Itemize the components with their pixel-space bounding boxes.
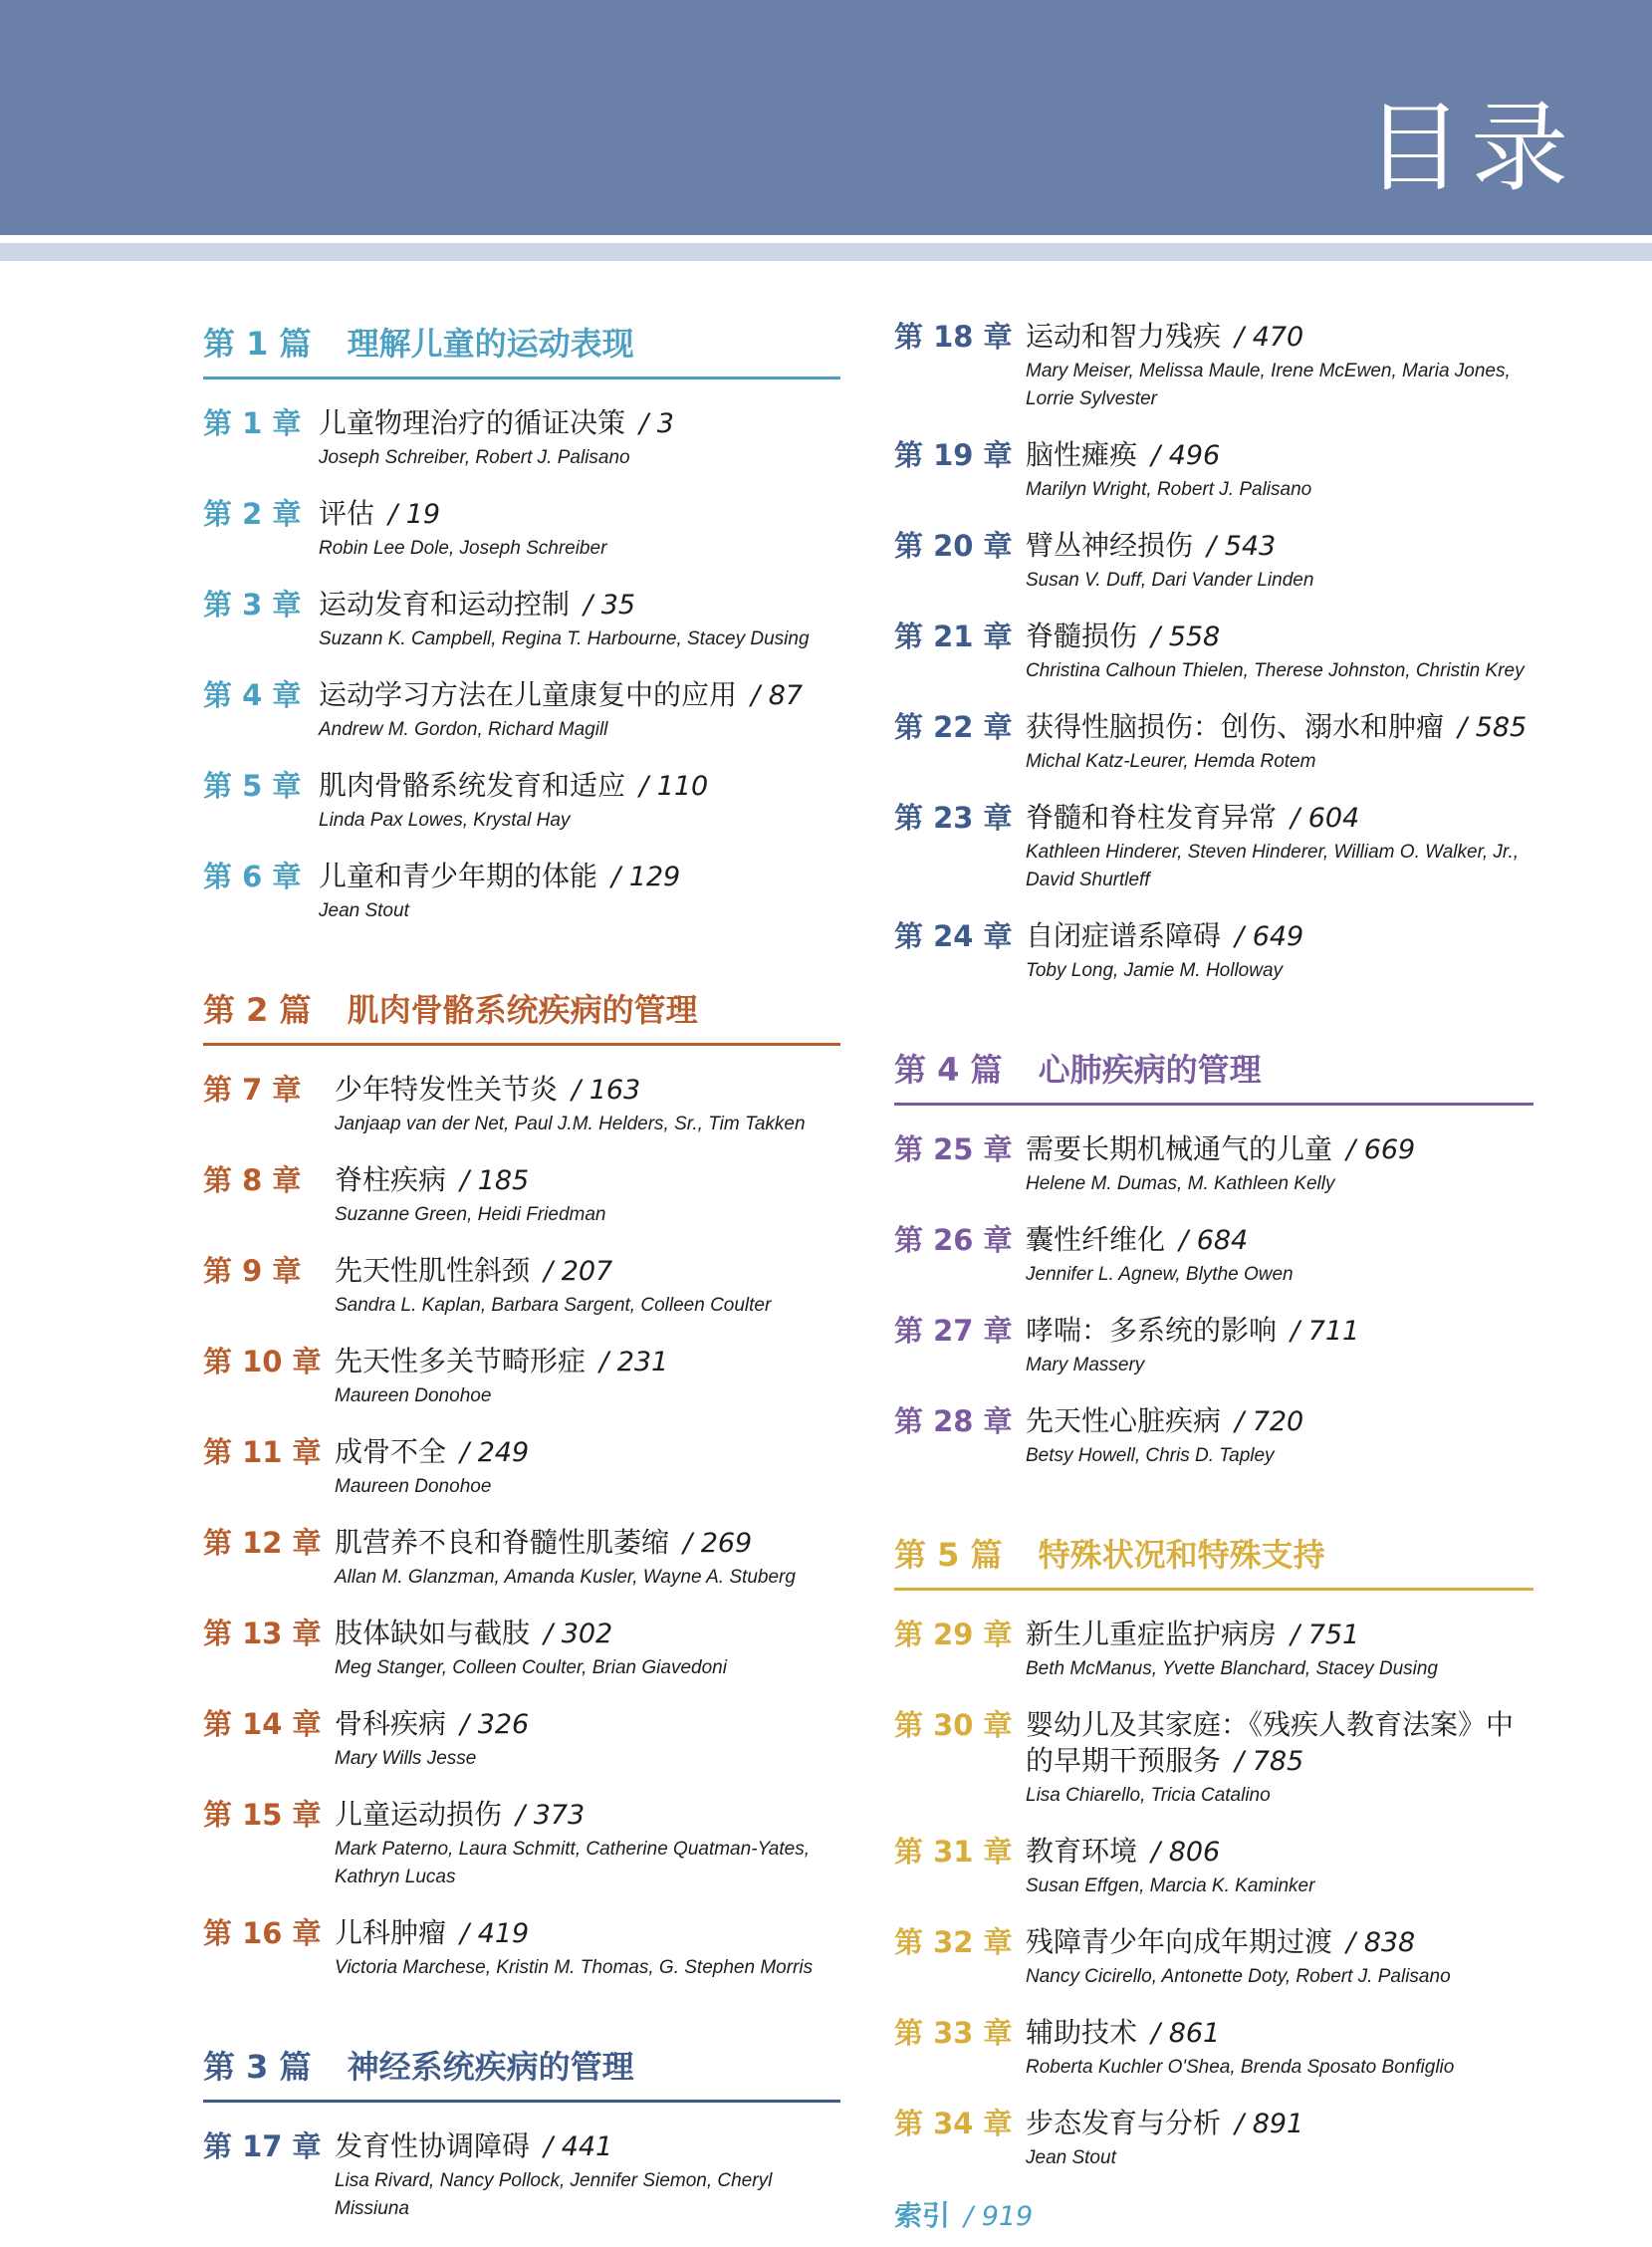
chapter-title-line	[335, 1253, 840, 1290]
chapter-page-number: / 720	[1235, 1406, 1304, 1437]
part-5	[894, 1530, 1534, 2172]
chapter-body	[335, 1434, 840, 1501]
chapter-body	[335, 2128, 840, 2223]
chapter-body	[319, 587, 840, 653]
part-4	[894, 1045, 1534, 1470]
header-stripe	[0, 243, 1652, 261]
chapter-title-line	[335, 1915, 840, 1952]
part-heading	[203, 2042, 840, 2103]
chapter-title-line	[1026, 1222, 1534, 1259]
chapter-page-number: / 302	[544, 1619, 613, 1649]
chapter-title: 少年特发性关节炎	[335, 1073, 559, 1106]
chapter-entry[interactable]	[894, 437, 1534, 504]
chapter-number: 第 25 章	[894, 1132, 1013, 1166]
chapter-authors: Lisa Rivard, Nancy Pollock, Jennifer Siemon, Cheryl Missiuna	[335, 2170, 773, 2219]
part-title: 理解儿童的运动表现	[347, 325, 634, 363]
chapter-number: 第 26 章	[894, 1223, 1013, 1257]
chapter-authors: Joseph Schreiber, Robert J. Palisano	[319, 447, 630, 468]
chapter-authors: Jean Stout	[1026, 2147, 1116, 2168]
chapter-number: 第 28 章	[894, 1404, 1013, 1438]
chapter-page-number: / 19	[388, 499, 441, 530]
chapter-title: 骨科疾病	[335, 1707, 447, 1740]
chapter-number: 第 23 章	[894, 801, 1013, 835]
chapter-page-number: / 419	[460, 1918, 530, 1949]
part-label: 第 5 篇	[894, 1536, 1003, 1574]
chapter-entry[interactable]	[203, 1616, 840, 1682]
chapter-entry[interactable]	[894, 528, 1534, 595]
chapter-entry[interactable]	[894, 1924, 1534, 1991]
chapter-body	[1026, 319, 1534, 413]
chapter-authors: Toby Long, Jamie M. Holloway	[1026, 960, 1284, 981]
chapter-body	[319, 405, 840, 472]
chapter-authors: Linda Pax Lowes, Krystal Hay	[319, 810, 571, 831]
header-band	[0, 0, 1652, 235]
chapter-number: 第 8 章	[203, 1163, 302, 1197]
chapter-body	[1026, 1403, 1534, 1470]
chapter-title: 运动学习方法在儿童康复中的应用	[319, 678, 738, 711]
chapter-entry[interactable]	[894, 800, 1534, 894]
chapter-title: 脊柱疾病	[335, 1163, 447, 1196]
chapter-authors: Betsy Howell, Chris D. Tapley	[1026, 1445, 1275, 1466]
chapter-entry[interactable]	[894, 1707, 1534, 1810]
chapter-title: 儿科肿瘤	[335, 1916, 447, 1949]
index-page-number: / 919	[964, 2201, 1034, 2232]
chapter-number: 第 16 章	[203, 1916, 322, 1950]
chapter-page-number: / 249	[460, 1437, 530, 1468]
chapter-number: 第 20 章	[894, 529, 1013, 563]
chapter-title-line	[319, 859, 840, 895]
chapter-number: 第 32 章	[894, 1925, 1013, 1959]
chapter-title-line	[1026, 1403, 1534, 1440]
chapter-title: 新生儿重症监护病房	[1026, 1618, 1278, 1650]
chapter-page-number: / 649	[1235, 921, 1304, 952]
chapter-number: 第 5 章	[203, 769, 302, 803]
chapter-authors: Marilyn Wright, Robert J. Palisano	[1026, 479, 1312, 500]
chapter-page-number: / 496	[1151, 440, 1221, 471]
chapter-body	[1026, 1313, 1534, 1379]
chapter-authors: Victoria Marchese, Kristin M. Thomas, G. Stephen Morris	[335, 1957, 814, 1978]
toc-right-column	[894, 319, 1534, 2234]
chapter-title-line	[1026, 528, 1534, 565]
chapter-body	[335, 1162, 840, 1229]
chapter-entry[interactable]	[894, 619, 1534, 685]
chapter-title-line	[1026, 1617, 1534, 1653]
chapter-body	[1026, 619, 1534, 685]
chapter-title-line	[1026, 619, 1534, 655]
chapter-title: 肌肉骨骼系统发育和适应	[319, 769, 626, 802]
chapter-number: 第 24 章	[894, 919, 1013, 953]
chapter-body	[1026, 918, 1534, 985]
chapter-body	[335, 1525, 840, 1592]
chapter-body	[1026, 528, 1534, 595]
chapter-title-line	[335, 1706, 840, 1743]
chapter-page-number: / 373	[516, 1800, 586, 1831]
chapter-body	[319, 859, 840, 925]
chapter-number: 第 13 章	[203, 1617, 322, 1650]
chapter-number: 第 33 章	[894, 2016, 1013, 2050]
chapter-title: 哮喘：多系统的影响	[1026, 1314, 1278, 1347]
chapter-title: 评估	[319, 497, 375, 530]
chapter-page-number: / 585	[1458, 712, 1528, 743]
chapter-authors: Mary Massery	[1026, 1355, 1145, 1375]
chapter-entry[interactable]	[203, 1915, 840, 1982]
chapter-number: 第 19 章	[894, 438, 1013, 472]
chapter-page-number: / 207	[544, 1256, 613, 1287]
chapter-entry[interactable]	[203, 1706, 840, 1773]
part-1	[203, 319, 840, 925]
chapter-title-line	[1026, 1924, 1534, 1961]
chapter-title: 获得性脑损伤：创伤、溺水和肿瘤	[1026, 710, 1445, 743]
chapter-title: 儿童和青少年期的体能	[319, 860, 598, 892]
chapter-page-number: / 861	[1151, 2018, 1221, 2049]
chapter-entry[interactable]	[894, 2106, 1534, 2172]
chapter-entry[interactable]	[894, 1222, 1534, 1289]
chapter-authors: Mary Wills Jesse	[335, 1748, 477, 1769]
chapter-number: 第 29 章	[894, 1618, 1013, 1651]
chapter-title-line	[319, 405, 840, 442]
chapter-title-line	[335, 1797, 840, 1834]
chapter-entry[interactable]	[203, 1525, 840, 1592]
chapter-number: 第 11 章	[203, 1435, 322, 1469]
chapter-authors: Mary Meiser, Melissa Maule, Irene McEwen, Maria Jones, Lorrie Sylvester	[1026, 361, 1511, 409]
chapter-title-line	[1026, 918, 1534, 955]
chapter-authors: Mark Paterno, Laura Schmitt, Catherine Quatman-Yates, Kathryn Lucas	[335, 1839, 810, 1887]
chapter-page-number: / 129	[611, 862, 681, 892]
chapter-authors: Susan V. Duff, Dari Vander Linden	[1026, 570, 1314, 591]
chapter-title: 先天性多关节畸形症	[335, 1345, 587, 1377]
chapter-title-line	[1026, 1834, 1534, 1871]
chapter-title: 婴幼儿及其家庭：《残疾人教育法案》中的早期干预服务	[1026, 1708, 1515, 1777]
chapter-page-number: / 558	[1151, 622, 1221, 652]
chapter-number: 第 17 章	[203, 2129, 322, 2163]
chapter-authors: Michal Katz-Leurer, Hemda Rotem	[1026, 751, 1316, 772]
chapter-entry[interactable]	[894, 918, 1534, 985]
part-heading	[894, 1045, 1534, 1106]
index-label: 索引	[894, 2199, 951, 2232]
chapter-page-number: / 326	[460, 1709, 530, 1740]
chapter-authors: Janjaap van der Net, Paul J.M. Helders, Sr., Tim Takken	[335, 1114, 806, 1134]
chapter-title-line	[1026, 1707, 1534, 1780]
chapter-title: 脑性瘫痪	[1026, 438, 1138, 471]
chapter-title: 需要长期机械通气的儿童	[1026, 1132, 1333, 1165]
part-3	[203, 2042, 840, 2223]
chapter-title: 儿童运动损伤	[335, 1798, 503, 1831]
chapter-page-number: / 185	[460, 1165, 530, 1196]
chapter-body	[1026, 1834, 1534, 1900]
chapter-authors: Allan M. Glanzman, Amanda Kusler, Wayne A. Stuberg	[335, 1567, 796, 1588]
chapter-body	[319, 677, 840, 744]
chapter-authors: Susan Effgen, Marcia K. Kaminker	[1026, 1875, 1315, 1896]
chapter-entry[interactable]	[894, 1834, 1534, 1900]
chapter-body	[319, 496, 840, 563]
chapter-title: 教育环境	[1026, 1835, 1138, 1868]
chapter-title: 臂丛神经损伤	[1026, 529, 1194, 562]
chapter-authors: Roberta Kuchler O'Shea, Brenda Sposato Bonfiglio	[1026, 2057, 1455, 2078]
chapter-number: 第 21 章	[894, 620, 1013, 653]
chapter-authors: Robin Lee Dole, Joseph Schreiber	[319, 538, 607, 559]
chapter-title: 步态发育与分析	[1026, 2107, 1222, 2139]
chapter-authors: Kathleen Hinderer, Steven Hinderer, William O. Walker, Jr., David Shurtleff	[1026, 842, 1520, 890]
chapter-entry[interactable]	[203, 405, 840, 472]
chapter-entry[interactable]	[894, 319, 1534, 413]
chapter-body	[1026, 437, 1534, 504]
chapter-entry[interactable]	[894, 1131, 1534, 1198]
part-label: 第 4 篇	[894, 1051, 1003, 1089]
chapter-title-line	[335, 1344, 840, 1380]
chapter-page-number: / 35	[584, 590, 636, 621]
chapter-body	[1026, 800, 1534, 894]
chapter-page-number: / 711	[1291, 1316, 1360, 1347]
chapter-number: 第 12 章	[203, 1526, 322, 1560]
chapter-title-line	[1026, 2015, 1534, 2052]
chapter-authors: Maureen Donohoe	[335, 1476, 492, 1497]
chapter-page-number: / 269	[683, 1528, 753, 1559]
chapter-entry[interactable]	[203, 1434, 840, 1501]
toc-index[interactable]	[894, 2194, 1534, 2234]
chapter-number: 第 7 章	[203, 1073, 302, 1107]
chapter-number: 第 27 章	[894, 1314, 1013, 1348]
chapter-title-line	[1026, 1131, 1534, 1168]
chapter-page-number: / 470	[1235, 322, 1304, 353]
chapter-body	[1026, 709, 1534, 776]
chapter-entry[interactable]	[203, 1162, 840, 1229]
chapter-authors: Christina Calhoun Thielen, Therese Johnston, Christin Krey	[1026, 660, 1525, 681]
part-title: 心肺疾病的管理	[1038, 1051, 1262, 1089]
chapter-entry[interactable]	[203, 1797, 840, 1891]
chapter-number: 第 15 章	[203, 1798, 322, 1832]
chapter-title: 脊髓损伤	[1026, 620, 1138, 652]
chapter-page-number: / 785	[1235, 1746, 1304, 1777]
part-heading	[203, 319, 840, 379]
chapter-entry[interactable]	[203, 859, 840, 925]
chapter-entry[interactable]	[894, 1617, 1534, 1683]
chapter-title-line	[335, 1162, 840, 1199]
chapter-title: 运动发育和运动控制	[319, 588, 571, 621]
chapter-body	[335, 1253, 840, 1320]
chapter-page-number: / 669	[1346, 1134, 1416, 1165]
chapter-entry[interactable]	[894, 1403, 1534, 1470]
chapter-page-number: / 891	[1235, 2109, 1304, 2139]
chapter-title-line	[1026, 800, 1534, 837]
chapter-title-line	[1026, 709, 1534, 746]
part-title: 特殊状况和特殊支持	[1038, 1536, 1325, 1574]
part-title: 神经系统疾病的管理	[347, 2048, 634, 2086]
chapter-page-number: / 806	[1151, 1837, 1221, 1868]
chapter-number: 第 31 章	[894, 1835, 1013, 1869]
chapter-entry[interactable]	[894, 1313, 1534, 1379]
chapter-number: 第 3 章	[203, 588, 302, 622]
chapter-body	[1026, 1924, 1534, 1991]
chapter-number: 第 9 章	[203, 1254, 302, 1288]
chapter-body	[335, 1616, 840, 1682]
chapter-authors: Andrew M. Gordon, Richard Magill	[319, 719, 608, 740]
part-label: 第 3 篇	[203, 2048, 312, 2086]
chapter-body	[1026, 1707, 1534, 1810]
chapter-entry[interactable]	[203, 496, 840, 563]
chapter-number: 第 34 章	[894, 2107, 1013, 2140]
page-title: 目录	[1364, 92, 1576, 205]
chapter-title: 先天性心脏疾病	[1026, 1404, 1222, 1437]
chapter-title-line	[335, 1434, 840, 1471]
chapter-number: 第 14 章	[203, 1707, 322, 1741]
chapter-page-number: / 684	[1179, 1225, 1249, 1256]
chapter-page-number: / 543	[1207, 531, 1277, 562]
chapter-body	[335, 1706, 840, 1773]
chapter-page-number: / 3	[639, 408, 674, 439]
chapter-number: 第 30 章	[894, 1708, 1013, 1742]
chapter-page-number: / 604	[1291, 803, 1360, 834]
chapter-authors: Maureen Donohoe	[335, 1385, 492, 1406]
chapter-title: 发育性协调障碍	[335, 2129, 531, 2162]
chapter-entry[interactable]	[203, 768, 840, 835]
chapter-number: 第 22 章	[894, 710, 1013, 744]
chapter-title-line	[1026, 437, 1534, 474]
chapter-number: 第 18 章	[894, 320, 1013, 354]
chapter-title: 残障青少年向成年期过渡	[1026, 1925, 1333, 1958]
chapter-title: 肢体缺如与截肢	[335, 1617, 531, 1649]
chapter-entry[interactable]	[894, 2015, 1534, 2082]
chapter-title: 囊性纤维化	[1026, 1223, 1166, 1256]
chapter-body	[1026, 1617, 1534, 1683]
chapter-authors: Sandra L. Kaplan, Barbara Sargent, Colleen Coulter	[335, 1295, 772, 1316]
chapter-entry[interactable]	[203, 2128, 840, 2223]
chapter-authors: Meg Stanger, Colleen Coulter, Brian Giavedoni	[335, 1657, 727, 1678]
chapter-title: 脊髓和脊柱发育异常	[1026, 801, 1278, 834]
chapter-body	[1026, 1131, 1534, 1198]
chapter-title-line	[1026, 1313, 1534, 1350]
chapter-title-line	[335, 1616, 840, 1652]
chapter-title: 辅助技术	[1026, 2016, 1138, 2049]
chapter-page-number: / 110	[639, 771, 709, 802]
chapter-body	[1026, 2015, 1534, 2082]
chapter-page-number: / 441	[544, 2131, 613, 2162]
chapter-page-number: / 163	[572, 1075, 641, 1106]
chapter-title: 成骨不全	[335, 1435, 447, 1468]
chapter-title-line	[319, 496, 840, 533]
chapter-entry[interactable]	[203, 1253, 840, 1320]
chapter-authors: Helene M. Dumas, M. Kathleen Kelly	[1026, 1173, 1335, 1194]
chapter-entry[interactable]	[203, 677, 840, 744]
part-3-continued	[894, 319, 1534, 985]
chapter-authors: Jean Stout	[319, 900, 409, 921]
chapter-title: 运动和智力残疾	[1026, 320, 1222, 353]
toc-left-column	[203, 319, 840, 2247]
chapter-number: 第 1 章	[203, 406, 302, 440]
chapter-body	[335, 1915, 840, 1982]
chapter-title-line	[319, 677, 840, 714]
part-heading	[894, 1530, 1534, 1591]
chapter-authors: Suzanne Green, Heidi Friedman	[335, 1204, 606, 1225]
chapter-title-line	[1026, 319, 1534, 356]
chapter-title-line	[335, 2128, 840, 2165]
chapter-authors: Beth McManus, Yvette Blanchard, Stacey Dusing	[1026, 1658, 1438, 1679]
chapter-authors: Jennifer L. Agnew, Blythe Owen	[1026, 1264, 1294, 1285]
chapter-number: 第 2 章	[203, 497, 302, 531]
chapter-title-line	[335, 1072, 840, 1109]
chapter-title-line	[335, 1525, 840, 1562]
chapter-body	[319, 768, 840, 835]
chapter-title: 自闭症谱系障碍	[1026, 919, 1222, 952]
chapter-title: 先天性肌性斜颈	[335, 1254, 531, 1287]
chapter-number: 第 4 章	[203, 678, 302, 712]
part-label: 第 2 篇	[203, 991, 312, 1029]
chapter-entry[interactable]	[203, 1072, 840, 1138]
part-heading	[203, 985, 840, 1046]
chapter-body	[335, 1072, 840, 1138]
chapter-title: 儿童物理治疗的循证决策	[319, 406, 626, 439]
chapter-authors: Lisa Chiarello, Tricia Catalino	[1026, 1785, 1271, 1806]
part-label: 第 1 篇	[203, 325, 312, 363]
chapter-page-number: / 838	[1346, 1927, 1416, 1958]
chapter-title-line	[319, 768, 840, 805]
chapter-page-number: / 231	[599, 1347, 669, 1377]
chapter-authors: Nancy Cicirello, Antonette Doty, Robert J. Palisano	[1026, 1966, 1451, 1987]
chapter-entry[interactable]	[203, 1344, 840, 1410]
chapter-title-line	[1026, 2106, 1534, 2142]
chapter-body	[1026, 1222, 1534, 1289]
chapter-entry[interactable]	[203, 587, 840, 653]
chapter-page-number: / 87	[751, 680, 804, 711]
chapter-authors: Suzann K. Campbell, Regina T. Harbourne, Stacey Dusing	[319, 628, 810, 649]
chapter-number: 第 10 章	[203, 1345, 322, 1378]
chapter-number: 第 6 章	[203, 860, 302, 893]
chapter-page-number: / 751	[1291, 1620, 1360, 1650]
chapter-body	[1026, 2106, 1534, 2172]
chapter-body	[335, 1344, 840, 1410]
part-title: 肌肉骨骼系统疾病的管理	[347, 991, 698, 1029]
chapter-title: 肌营养不良和脊髓性肌萎缩	[335, 1526, 670, 1559]
chapter-entry[interactable]	[894, 709, 1534, 776]
chapter-title-line	[319, 587, 840, 624]
chapter-body	[335, 1797, 840, 1891]
part-2	[203, 985, 840, 1982]
